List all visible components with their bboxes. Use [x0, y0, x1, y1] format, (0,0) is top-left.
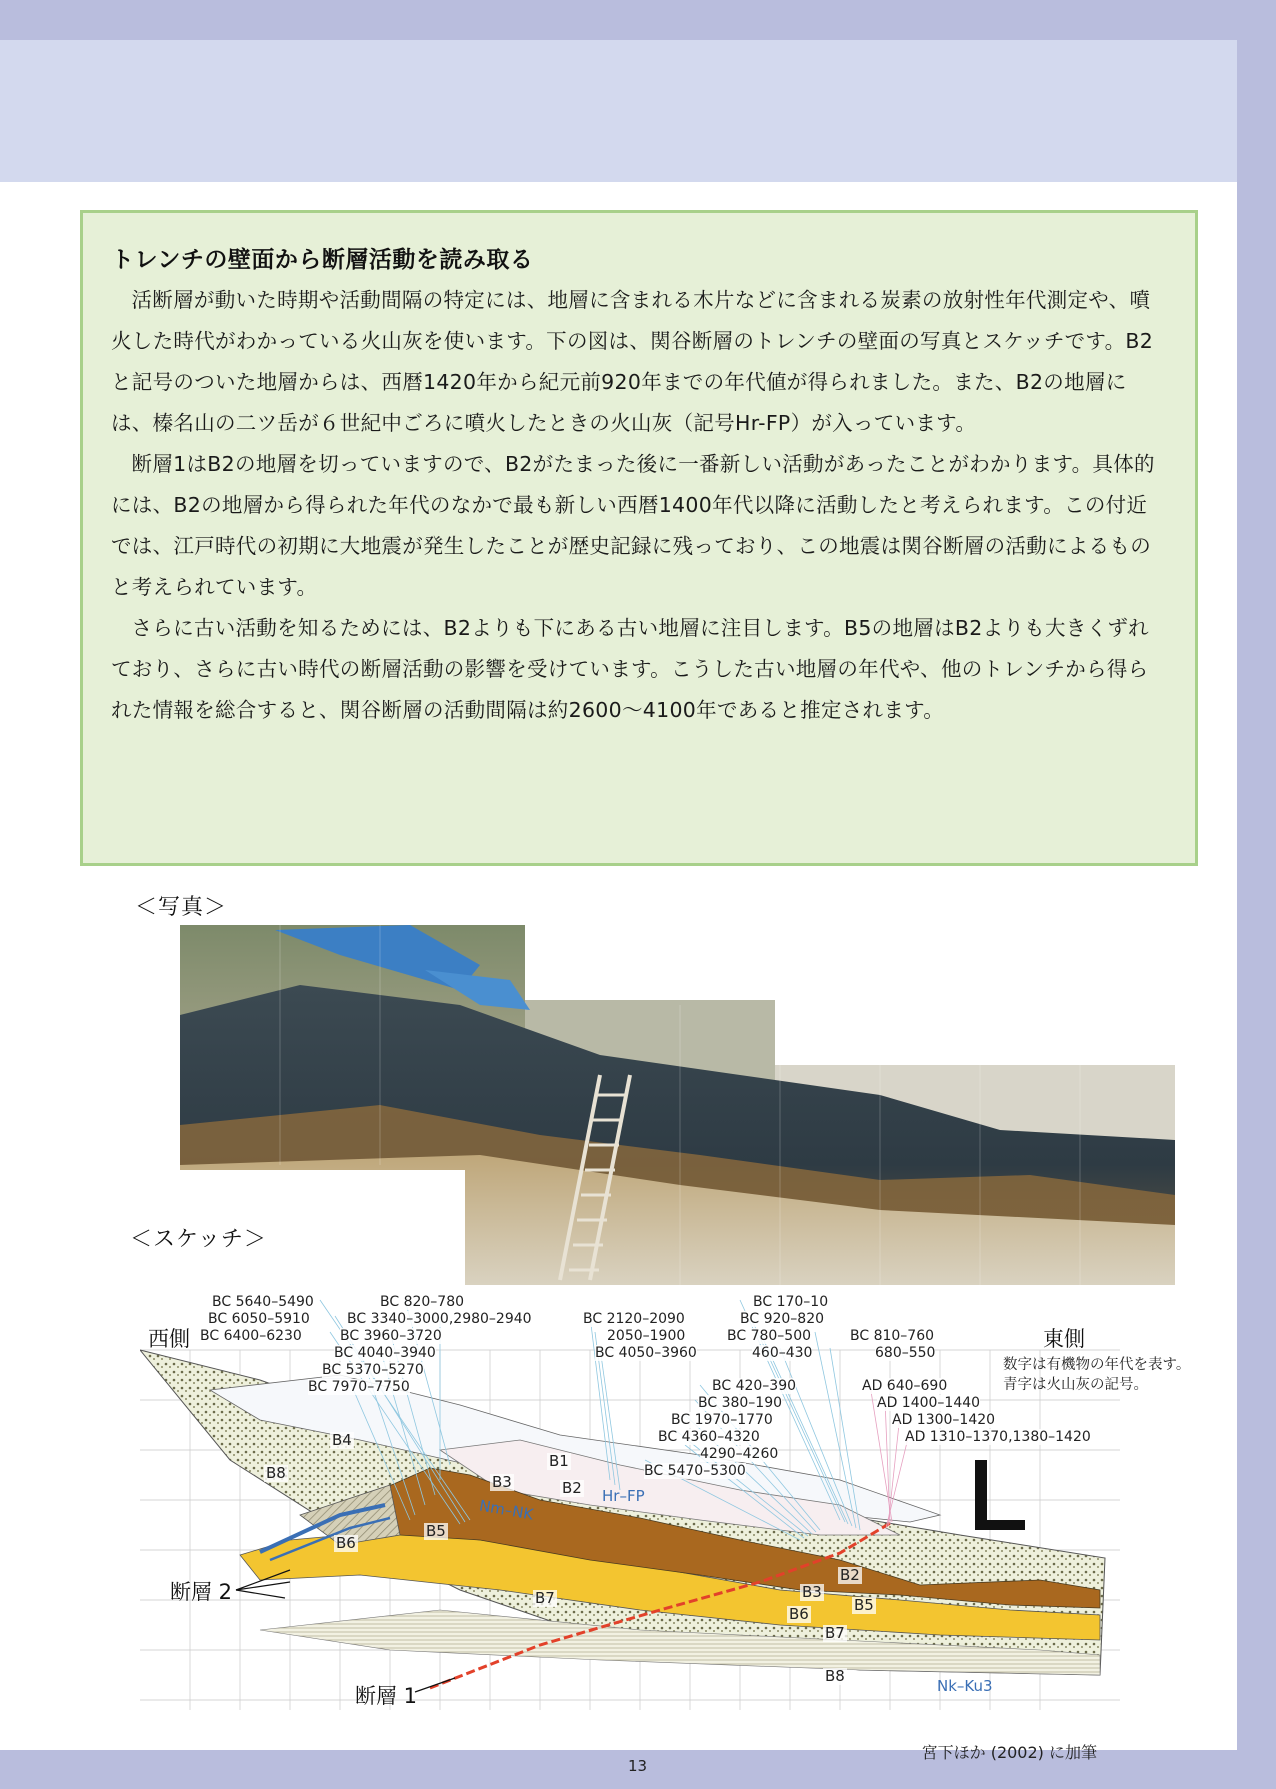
layer-label: B6 [336, 1534, 356, 1552]
layer-label: B5 [426, 1522, 446, 1540]
source-credit: 宮下ほか (2002) に加筆 [921, 1743, 1097, 1762]
legend-line: 数字は有機物の年代を表す。 [1003, 1357, 1191, 1373]
date-label: BC 420–390 [712, 1378, 797, 1394]
layer-label: B2 [562, 1479, 582, 1497]
layer-label: B8 [266, 1464, 286, 1482]
layer-label: B2 [840, 1566, 860, 1584]
layer-label: B7 [825, 1624, 845, 1642]
date-label: AD 1310–1370,1380–1420 [905, 1429, 1091, 1445]
date-label: BC 1970–1770 [671, 1412, 773, 1428]
date-label: BC 5640–5490 [212, 1294, 314, 1310]
layer-label: B5 [854, 1596, 874, 1614]
sketch-label: ＜スケッチ＞ [130, 1227, 267, 1252]
fault-1-label: 断層 1 [355, 1684, 418, 1708]
date-label: 460–430 [752, 1345, 813, 1361]
ash-label: Hr–FP [602, 1487, 645, 1505]
ash-label: Nm–NK [477, 1496, 535, 1524]
fault-2-label: 断層 2 [170, 1580, 233, 1604]
date-label: BC 4360–4320 [658, 1429, 760, 1445]
date-label: BC 5470–5300 [644, 1463, 746, 1479]
date-label: BC 7970–7750 [308, 1379, 410, 1395]
layer-label: B1 [549, 1452, 569, 1470]
date-label: BC 5370–5270 [322, 1362, 424, 1378]
explanation-box [80, 210, 1198, 866]
date-label: BC 780–500 [727, 1328, 812, 1344]
date-label: BC 4040–3940 [334, 1345, 436, 1361]
layer-label: B4 [332, 1431, 352, 1449]
date-label: AD 1400–1440 [877, 1395, 981, 1411]
page-number: 13 [628, 1757, 648, 1775]
date-label: 2050–1900 [607, 1328, 686, 1344]
date-label: BC 6400–6230 [200, 1328, 302, 1344]
date-label: BC 3960–3720 [340, 1328, 442, 1344]
paragraph-3: さらに古い活動を知るためには、B2よりも下にある古い地層に注目します。B5の地層はB2よりも大きくずれており、さらに古い時代の断層活動の影響を受けています。こうした古い地層の年代や、他のトレンチから得られた情報を総合すると、関谷断層の活動間隔は約2600～4100年であると推定されます。 [111, 616, 1149, 722]
date-label: BC 3340–3000,2980–2940 [347, 1311, 532, 1327]
date-label: BC 6050–5910 [208, 1311, 310, 1327]
ash-label: Nk–Ku3 [937, 1677, 993, 1695]
date-label: BC 820–780 [380, 1294, 465, 1310]
date-label: 680–550 [875, 1345, 936, 1361]
layer-label: B3 [492, 1473, 512, 1491]
photo-label: ＜写真＞ [135, 895, 228, 920]
west-side-label: 西側 [148, 1327, 190, 1351]
date-label: BC 4050–3960 [595, 1345, 697, 1361]
date-label: BC 170–10 [753, 1294, 829, 1310]
legend [1003, 1355, 1190, 1395]
layer-label: B3 [802, 1583, 822, 1601]
legend-line: 青字は火山灰の記号。 [1003, 1377, 1148, 1393]
trench-photo [180, 925, 1175, 1285]
date-label: BC 380–190 [698, 1395, 783, 1411]
box-title: トレンチの壁面から断層活動を読み取る [111, 247, 534, 273]
date-label: 4290–4260 [700, 1446, 779, 1462]
fault-pointers [230, 1560, 460, 1705]
page [0, 40, 1237, 1775]
paragraph-1: 活断層が動いた時期や活動間隔の特定には、地層に含まれる木片などに含まれる炭素の放射性年代測定や、噴火した時代がわかっている火山灰を使います。下の図は、関谷断層のトレンチの壁面の写真とスケッチです。B2と記号のついた地層からは、西暦1420年から紀元前920年までの年代値が得られました。また、B2の地層には、榛名山の二ツ岳が６世紀中ごろに噴火したときの火山灰（記号Hr-FP）が入っています。 [111, 288, 1154, 435]
date-label: BC 810–760 [850, 1328, 935, 1344]
layer-label: B8 [825, 1667, 845, 1685]
paragraph-2: 断層1はB2の地層を切っていますので、B2がたまった後に一番新しい活動があったことがわかります。具体的には、B2の地層から得られた年代のなかで最も新しい西暦1400年代以降に活動したと考えられます。この付近では、江戸時代の初期に大地震が発生したことが歴史記録に残っており、この地震は関谷断層の活動によるものと考えられています。 [111, 452, 1155, 599]
date-label: BC 920–820 [740, 1311, 825, 1327]
date-label: AD 640–690 [862, 1378, 948, 1394]
date-label: AD 1300–1420 [892, 1412, 996, 1428]
layer-label: B6 [789, 1605, 809, 1623]
header-band [0, 40, 1237, 182]
layer-label: B7 [535, 1589, 555, 1607]
date-label: BC 2120–2090 [583, 1311, 685, 1327]
east-side-label: 東側 [1043, 1327, 1085, 1351]
